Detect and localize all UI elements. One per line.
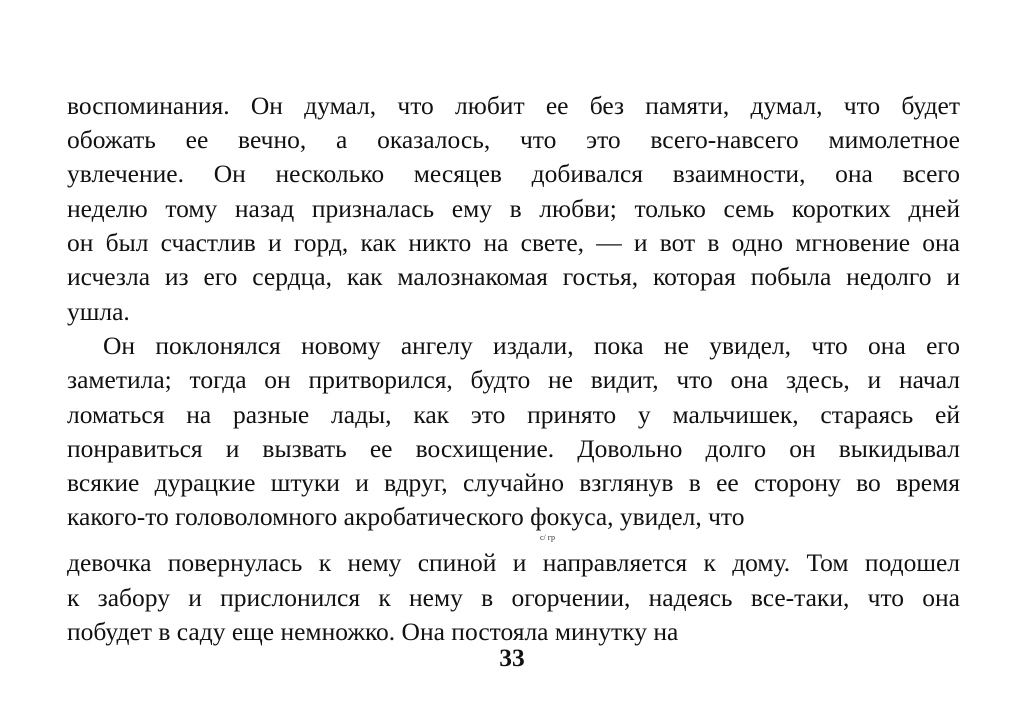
text-line: обожать ее вечно, а оказалось, что это всего-навсего мимолетное: [67, 125, 960, 154]
text-line: девочка повернулась к нему спиной и направляется к дому. Том подошел: [67, 548, 960, 577]
page-number: 33: [499, 643, 525, 672]
text-line: исчезла из его сердца, как малознакомая гостья, которая побыла недолго и: [67, 262, 960, 291]
text-line: Он поклонялся новому ангелу издали, пока не увидел, что она его: [103, 331, 960, 360]
text-line: побудет в саду еще немножко. Она постояла минутку на: [67, 617, 679, 646]
text-line: неделю тому назад призналась ему в любви; только семь коротких дней: [67, 194, 960, 223]
text-line: увлечение. Он несколько месяцев добивался взаимности, она всего: [67, 159, 960, 188]
text-line: всякие дурацкие штуки и вдруг, случайно взглянув в ее сторону во время: [67, 468, 960, 497]
text-line: он был счастлив и горд, как никто на свете, — и вот в одно мгновение она: [67, 228, 960, 257]
text-line: воспоминания. Он думал, что любит ее без памяти, думал, что будет: [67, 91, 960, 120]
text-line: какого-то головоломного акробатического фокуса, увидел, что: [67, 502, 745, 531]
scan-marker: с/ гр: [540, 533, 556, 542]
text-line: понравиться и вызвать ее восхищение. Довольно долго он выкидывал: [67, 434, 960, 463]
text-line: к забору и прислонился к нему в огорчении, надеясь все-таки, что она: [67, 583, 960, 612]
text-line: заметила; тогда он притворился, будто не видит, что она здесь, и начал: [67, 365, 960, 394]
text-line: ушла.: [67, 297, 130, 326]
text-line: ломаться на разные лады, как это принято у мальчишек, стараясь ей: [67, 400, 960, 429]
